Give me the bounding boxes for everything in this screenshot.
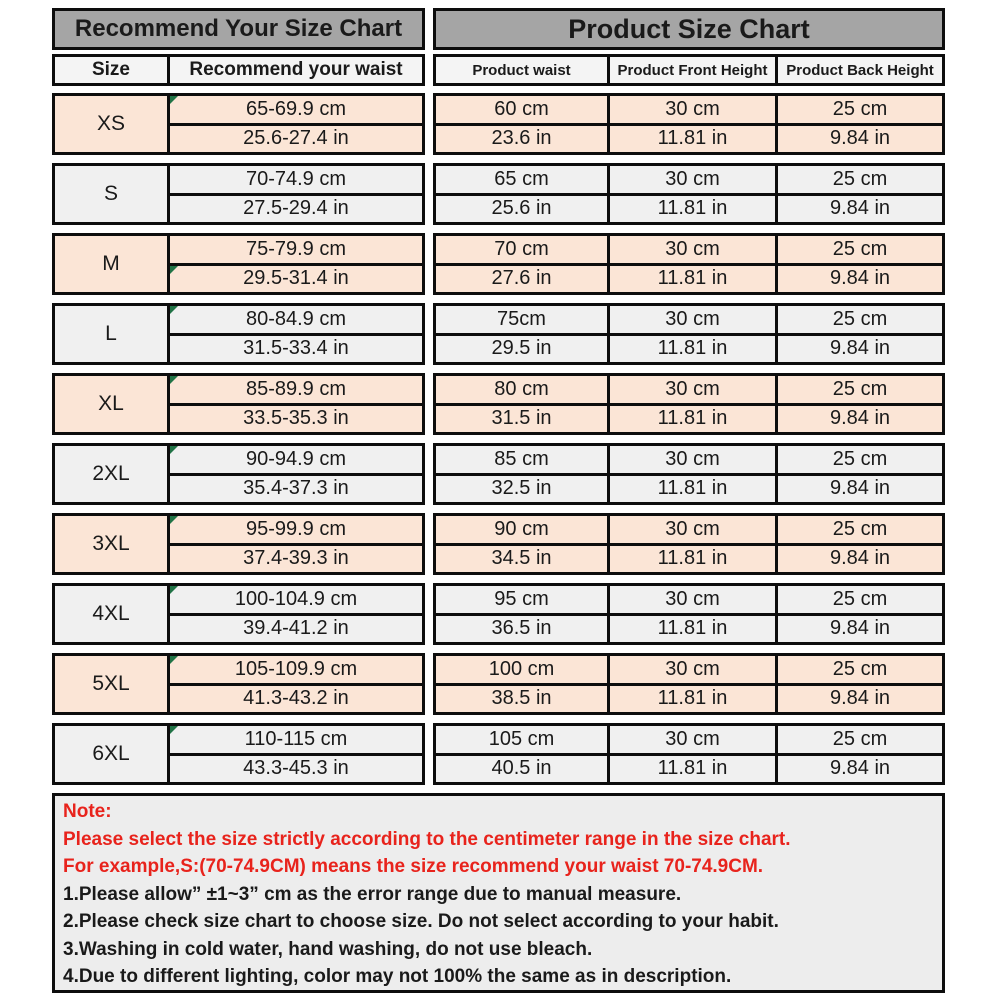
recommend-waist-in: 41.3-43.2 in <box>170 686 422 713</box>
product-waist-in: 23.6 in <box>436 126 607 153</box>
size-label: XS <box>55 96 167 152</box>
product-row-box <box>433 373 945 435</box>
column-header-product-waist: Product waist <box>436 57 607 83</box>
column-header-product-front-height: Product Front Height <box>610 57 775 83</box>
recommend-waist-in: 39.4-41.2 in <box>170 616 422 643</box>
recommend-row-box <box>52 233 425 295</box>
product-front-height-in: 11.81 in <box>610 266 775 293</box>
product-front-height-cm: 30 cm <box>610 306 775 333</box>
recommend-waist-cm: 75-79.9 cm <box>170 236 422 263</box>
product-back-height-cm: 25 cm <box>778 586 942 613</box>
note-red-line-1: Please select the size strictly according to the centimeter range in the size chart. <box>63 828 791 850</box>
recommend-waist-cm: 100-104.9 cm <box>170 586 422 613</box>
size-label: L <box>55 306 167 362</box>
note-line-3: 3.Washing in cold water, hand washing, do not use bleach. <box>63 938 593 960</box>
product-back-height-in: 9.84 in <box>778 686 942 713</box>
product-back-height-cm: 25 cm <box>778 516 942 543</box>
product-front-height-cm: 30 cm <box>610 726 775 753</box>
recommend-waist-cm: 65-69.9 cm <box>170 96 422 123</box>
product-waist-cm: 100 cm <box>436 656 607 683</box>
size-table-row <box>52 513 1000 575</box>
product-row-box <box>433 583 945 645</box>
product-waist-in: 36.5 in <box>436 616 607 643</box>
product-back-height-in: 9.84 in <box>778 406 942 433</box>
product-back-height-in: 9.84 in <box>778 126 942 153</box>
right-column-headers <box>433 54 945 86</box>
product-front-height-cm: 30 cm <box>610 586 775 613</box>
product-row-box <box>433 653 945 715</box>
recommend-waist-cm: 90-94.9 cm <box>170 446 422 473</box>
product-waist-cm: 75cm <box>436 306 607 333</box>
recommend-waist-in: 25.6-27.4 in <box>170 126 422 153</box>
product-back-height-in: 9.84 in <box>778 196 942 223</box>
product-waist-in: 32.5 in <box>436 476 607 503</box>
product-front-height-cm: 30 cm <box>610 656 775 683</box>
product-front-height-in: 11.81 in <box>610 476 775 503</box>
product-back-height-cm: 25 cm <box>778 446 942 473</box>
product-front-height-in: 11.81 in <box>610 686 775 713</box>
product-row-box <box>433 513 945 575</box>
product-back-height-in: 9.84 in <box>778 266 942 293</box>
chart-title-band <box>52 8 1000 50</box>
product-row-box <box>433 93 945 155</box>
product-row-box <box>433 303 945 365</box>
product-front-height-in: 11.81 in <box>610 196 775 223</box>
product-front-height-cm: 30 cm <box>610 516 775 543</box>
size-label: M <box>55 236 167 292</box>
recommend-row-box <box>52 653 425 715</box>
size-rows <box>0 93 1000 785</box>
product-waist-in: 31.5 in <box>436 406 607 433</box>
size-table-row <box>52 303 1000 365</box>
column-header-recommend-waist: Recommend your waist <box>170 57 422 83</box>
product-waist-in: 25.6 in <box>436 196 607 223</box>
recommend-row-box <box>52 723 425 785</box>
product-waist-cm: 105 cm <box>436 726 607 753</box>
product-front-height-cm: 30 cm <box>610 236 775 263</box>
recommend-waist-in: 43.3-45.3 in <box>170 756 422 783</box>
product-waist-cm: 95 cm <box>436 586 607 613</box>
recommend-row-box <box>52 513 425 575</box>
recommend-waist-cm: 95-99.9 cm <box>170 516 422 543</box>
product-waist-cm: 90 cm <box>436 516 607 543</box>
size-label: 4XL <box>55 586 167 642</box>
recommend-row-box <box>52 583 425 645</box>
note-title: Note: <box>63 801 112 822</box>
product-front-height-cm: 30 cm <box>610 166 775 193</box>
size-label: 2XL <box>55 446 167 502</box>
product-back-height-cm: 25 cm <box>778 306 942 333</box>
recommend-waist-in: 27.5-29.4 in <box>170 196 422 223</box>
product-row-box <box>433 233 945 295</box>
size-table-row <box>52 443 1000 505</box>
left-column-headers <box>52 54 425 86</box>
recommend-size-chart-title: Recommend Your Size Chart <box>55 11 422 47</box>
size-table-row <box>52 163 1000 225</box>
product-front-height-in: 11.81 in <box>610 126 775 153</box>
note-red-line-2: For example,S:(70-74.9CM) means the size recommend your waist 70-74.9CM. <box>63 856 764 877</box>
recommend-title-box <box>52 8 425 50</box>
product-row-box <box>433 443 945 505</box>
size-table-row <box>52 723 1000 785</box>
product-back-height-cm: 25 cm <box>778 236 942 263</box>
recommend-waist-in: 35.4-37.3 in <box>170 476 422 503</box>
product-front-height-in: 11.81 in <box>610 336 775 363</box>
recommend-waist-cm: 70-74.9 cm <box>170 166 422 193</box>
column-header-product-back-height: Product Back Height <box>778 57 942 83</box>
recommend-row-box <box>52 373 425 435</box>
product-front-height-in: 11.81 in <box>610 406 775 433</box>
product-waist-cm: 70 cm <box>436 236 607 263</box>
recommend-row-box <box>52 163 425 225</box>
product-waist-in: 29.5 in <box>436 336 607 363</box>
product-front-height-in: 11.81 in <box>610 616 775 643</box>
size-table-row <box>52 93 1000 155</box>
note-line-4: 4.Due to different lighting, color may not 100% the same as in description. <box>63 966 732 987</box>
product-back-height-cm: 25 cm <box>778 726 942 753</box>
product-waist-cm: 60 cm <box>436 96 607 123</box>
note-line-2: 2.Please check size chart to choose size. Do not select according to your habit. <box>63 911 779 932</box>
size-label: 6XL <box>55 726 167 782</box>
product-back-height-in: 9.84 in <box>778 476 942 503</box>
product-front-height-cm: 30 cm <box>610 96 775 123</box>
product-waist-cm: 65 cm <box>436 166 607 193</box>
recommend-waist-cm: 85-89.9 cm <box>170 376 422 403</box>
product-waist-cm: 80 cm <box>436 376 607 403</box>
product-back-height-in: 9.84 in <box>778 756 942 783</box>
product-front-height-cm: 30 cm <box>610 376 775 403</box>
size-label: 5XL <box>55 656 167 712</box>
product-back-height-cm: 25 cm <box>778 376 942 403</box>
size-label: S <box>55 166 167 222</box>
product-front-height-in: 11.81 in <box>610 546 775 573</box>
product-back-height-cm: 25 cm <box>778 656 942 683</box>
product-waist-in: 34.5 in <box>436 546 607 573</box>
product-back-height-in: 9.84 in <box>778 336 942 363</box>
product-size-chart-title: Product Size Chart <box>436 11 942 47</box>
size-label: XL <box>55 376 167 432</box>
recommend-waist-cm: 80-84.9 cm <box>170 306 422 333</box>
product-back-height-in: 9.84 in <box>778 616 942 643</box>
product-row-box <box>433 723 945 785</box>
recommend-row-box <box>52 443 425 505</box>
recommend-waist-cm: 105-109.9 cm <box>170 656 422 683</box>
size-label: 3XL <box>55 516 167 572</box>
product-waist-in: 38.5 in <box>436 686 607 713</box>
column-header-size: Size <box>55 57 167 83</box>
product-waist-cm: 85 cm <box>436 446 607 473</box>
product-front-height-cm: 30 cm <box>610 446 775 473</box>
size-table-row <box>52 653 1000 715</box>
recommend-row-box <box>52 93 425 155</box>
note-box <box>52 793 945 993</box>
recommend-row-box <box>52 303 425 365</box>
size-table-row <box>52 233 1000 295</box>
note-line-1: 1.Please allow” ±1~3” cm as the error range due to manual measure. <box>63 883 682 905</box>
recommend-waist-in: 29.5-31.4 in <box>170 266 422 293</box>
product-back-height-in: 9.84 in <box>778 546 942 573</box>
product-back-height-cm: 25 cm <box>778 96 942 123</box>
recommend-waist-in: 33.5-35.3 in <box>170 406 422 433</box>
size-table-row <box>52 583 1000 645</box>
recommend-waist-in: 37.4-39.3 in <box>170 546 422 573</box>
product-waist-in: 27.6 in <box>436 266 607 293</box>
product-row-box <box>433 163 945 225</box>
recommend-waist-cm: 110-115 cm <box>170 726 422 753</box>
column-header-band <box>52 54 1000 86</box>
product-front-height-in: 11.81 in <box>610 756 775 783</box>
product-title-box <box>433 8 945 50</box>
size-table-row <box>52 373 1000 435</box>
product-waist-in: 40.5 in <box>436 756 607 783</box>
recommend-waist-in: 31.5-33.4 in <box>170 336 422 363</box>
product-back-height-cm: 25 cm <box>778 166 942 193</box>
